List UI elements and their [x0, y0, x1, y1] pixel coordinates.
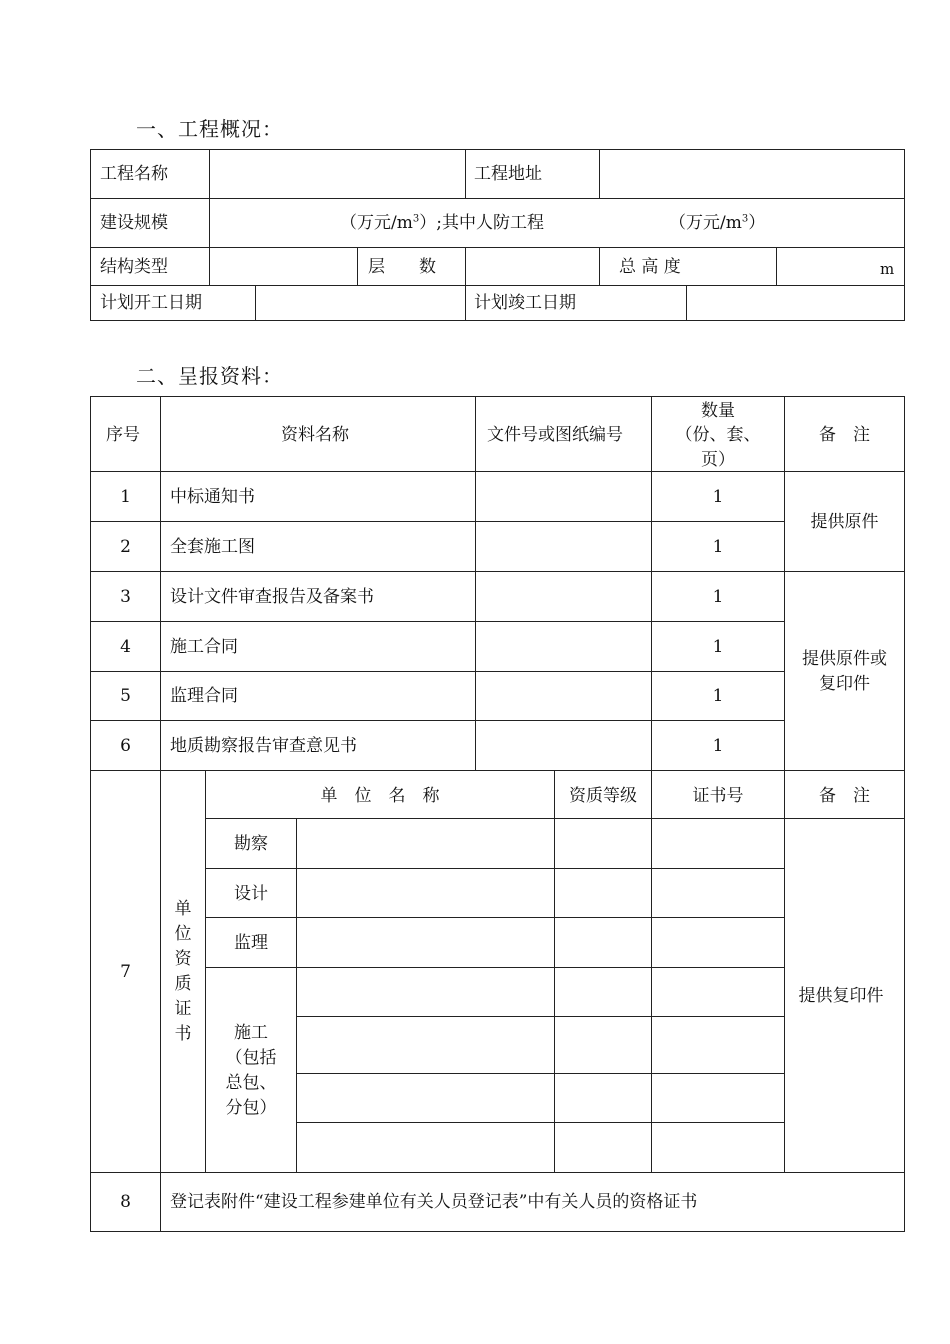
- construction-line: 总包、: [225, 1073, 277, 1093]
- supervision-label: 监理: [234, 933, 268, 953]
- scale-unit-a: （万元/m: [340, 213, 413, 233]
- vertical-char: 资: [174, 949, 192, 969]
- row-qty: 1: [712, 587, 724, 607]
- vertical-char: 书: [174, 1024, 192, 1044]
- header-no: 序号: [106, 425, 140, 445]
- row-no: 3: [120, 587, 131, 607]
- header-name: 资料名称: [281, 425, 349, 445]
- remark-original: 提供原件: [810, 512, 879, 532]
- survey-label: 勘察: [234, 834, 268, 854]
- vertical-char: 证: [174, 999, 192, 1019]
- start-date-label: 计划开工日期: [100, 293, 202, 313]
- row-qty: 1: [712, 736, 724, 756]
- row-no: 1: [120, 487, 131, 507]
- row-name: 设计文件审查报告及备案书: [170, 587, 374, 607]
- row-qty: 1: [712, 686, 724, 706]
- scale-unit-d: ）: [748, 213, 766, 233]
- row-8-no: 8: [120, 1192, 131, 1212]
- row-no: 2: [120, 537, 131, 557]
- project-name-label: 工程名称: [100, 164, 168, 184]
- construction-line: （包括: [225, 1048, 277, 1068]
- project-address-label: 工程地址: [474, 164, 542, 184]
- row-name: 地质勘察报告审查意见书: [170, 736, 357, 756]
- certificate-header: 证书号: [692, 786, 744, 806]
- scale-units: [340, 213, 544, 233]
- row-qty: 1: [712, 487, 724, 507]
- unit-name-header: 单 位 名 称: [320, 786, 440, 806]
- sup-3: 3: [412, 213, 420, 225]
- row-name: 中标通知书: [170, 487, 255, 507]
- row-no: 5: [120, 686, 131, 706]
- row-name: 监理合同: [170, 686, 238, 706]
- design-label: 设计: [234, 884, 268, 904]
- remark-header-row7: 备 注: [819, 786, 870, 806]
- construction-line: 施工: [234, 1023, 268, 1043]
- row-7-no: 7: [120, 962, 131, 982]
- header-qty-line2: （份、套、: [675, 425, 761, 445]
- row-qty: 1: [712, 537, 724, 557]
- row-no: 4: [120, 637, 131, 657]
- remark-orig-or-copy-line1: 提供原件或: [802, 649, 887, 669]
- row-8-text: 登记表附件“建设工程参建单位有关人员登记表”中有关人员的资格证书: [170, 1192, 698, 1212]
- scale-label: 建设规模: [100, 213, 168, 233]
- construction-line: 分包）: [225, 1098, 277, 1118]
- height-unit: m: [880, 260, 895, 278]
- civil-defense-units: [669, 213, 765, 233]
- header-file-no: 文件号或图纸编号: [487, 425, 623, 445]
- row-name: 施工合同: [170, 637, 238, 657]
- project-address-field[interactable]: [600, 150, 904, 198]
- section-2-heading: 二、呈报资料：: [136, 364, 283, 388]
- section-1-heading: 一、工程概况：: [136, 117, 283, 141]
- header-qty-line3: 页）: [701, 450, 735, 470]
- row-no: 6: [120, 736, 131, 756]
- remark-orig-or-copy-line2: 复印件: [819, 674, 870, 694]
- vertical-char: 位: [174, 924, 192, 944]
- vertical-char: 质: [174, 974, 192, 994]
- header-remark: 备 注: [819, 425, 870, 445]
- structure-label: 结构类型: [100, 257, 168, 277]
- row-qty: 1: [712, 637, 724, 657]
- header-qty-line1: 数量: [701, 401, 735, 421]
- project-name-field[interactable]: [210, 150, 465, 198]
- scale-unit-c: （万元/m: [669, 213, 742, 233]
- floors-label: 层 数: [368, 257, 436, 277]
- row-name: 全套施工图: [170, 537, 255, 557]
- end-date-label: 计划竣工日期: [474, 293, 576, 313]
- height-label: 总 高 度: [619, 257, 681, 277]
- qualification-header: 资质等级: [569, 786, 637, 806]
- sup-3b: 3: [741, 213, 749, 225]
- scale-unit-b: ）;其中人防工程: [419, 213, 544, 233]
- remark-copy: 提供复印件: [798, 986, 884, 1006]
- vertical-char: 单: [174, 899, 192, 919]
